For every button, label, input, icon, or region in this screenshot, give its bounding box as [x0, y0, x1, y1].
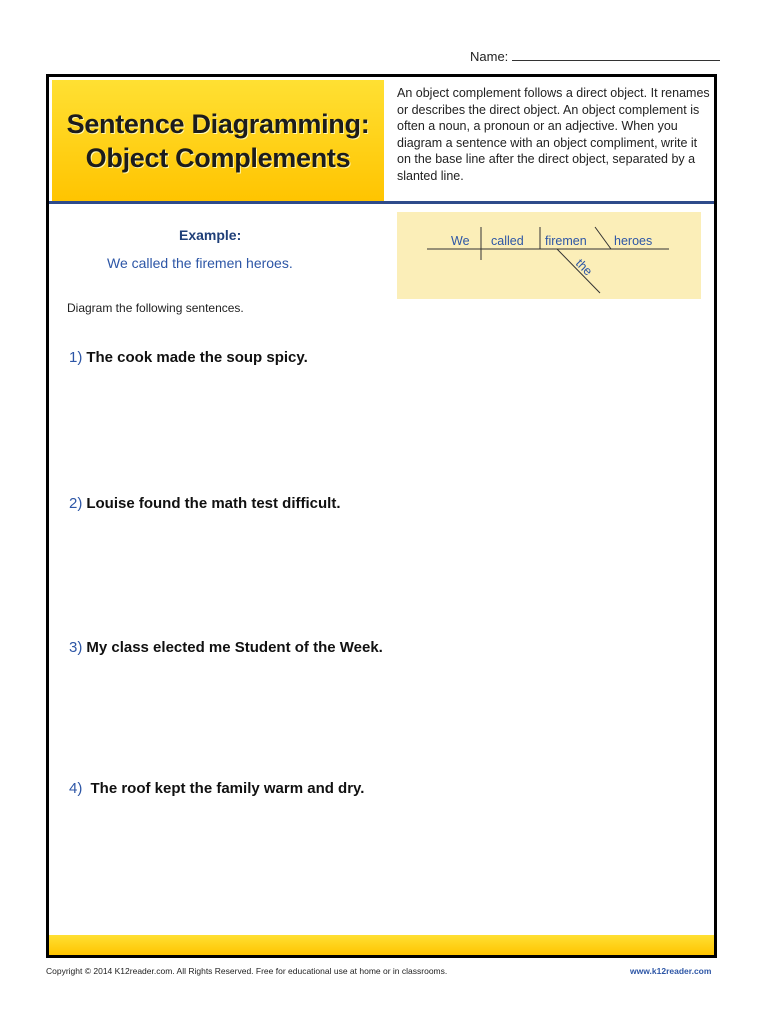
question-3	[69, 639, 383, 656]
copyright-text: Copyright © 2014 K12reader.com. All Rights Reserved. Free for educational use at home or in classrooms.	[46, 966, 448, 976]
diagram-object: firemen	[545, 234, 587, 248]
question-1	[69, 349, 308, 366]
diagram-subject: We	[451, 234, 470, 248]
question-2	[69, 495, 341, 512]
footer-band	[49, 935, 714, 955]
diagram-svg	[397, 212, 701, 299]
name-line[interactable]	[512, 48, 720, 61]
diagram-complement: heroes	[614, 234, 653, 248]
example-diagram	[397, 212, 701, 299]
question-text: The cook made the soup spicy.	[86, 349, 308, 366]
title-banner	[52, 80, 384, 202]
instructions: Diagram the following sentences.	[67, 301, 244, 315]
example-sentence: We called the firemen heroes.	[107, 255, 293, 271]
question-number: 2)	[69, 495, 83, 512]
example-label: Example:	[179, 227, 242, 243]
worksheet-frame	[46, 74, 717, 958]
question-number: 1)	[69, 349, 83, 366]
diagram-modifier: the	[572, 256, 596, 279]
question-text: My class elected me Student of the Week.	[86, 639, 383, 656]
question-number: 4)	[69, 780, 83, 797]
header-divider	[49, 201, 714, 204]
complement-divider	[595, 227, 611, 249]
diagram-verb: called	[491, 234, 524, 248]
question-text: The roof kept the family warm and dry.	[86, 780, 365, 797]
question-text: Louise found the math test difficult.	[86, 495, 341, 512]
question-4	[69, 780, 364, 797]
name-field[interactable]	[470, 48, 720, 64]
title-line-2: Object Complements	[85, 143, 351, 173]
description-text: An object complement follows a direct object. It renames or describes the direct object. An object complement is often a noun, a pronoun or an adjective. When you diagram a sentence with an object compliment, write it on the base line after the direct object, separated by a slanted line.	[397, 86, 710, 183]
website-link[interactable]: www.k12reader.com	[630, 966, 712, 976]
title-line-1: Sentence Diagramming:	[66, 109, 370, 139]
question-number: 3)	[69, 639, 83, 656]
name-label: Name:	[470, 49, 509, 64]
